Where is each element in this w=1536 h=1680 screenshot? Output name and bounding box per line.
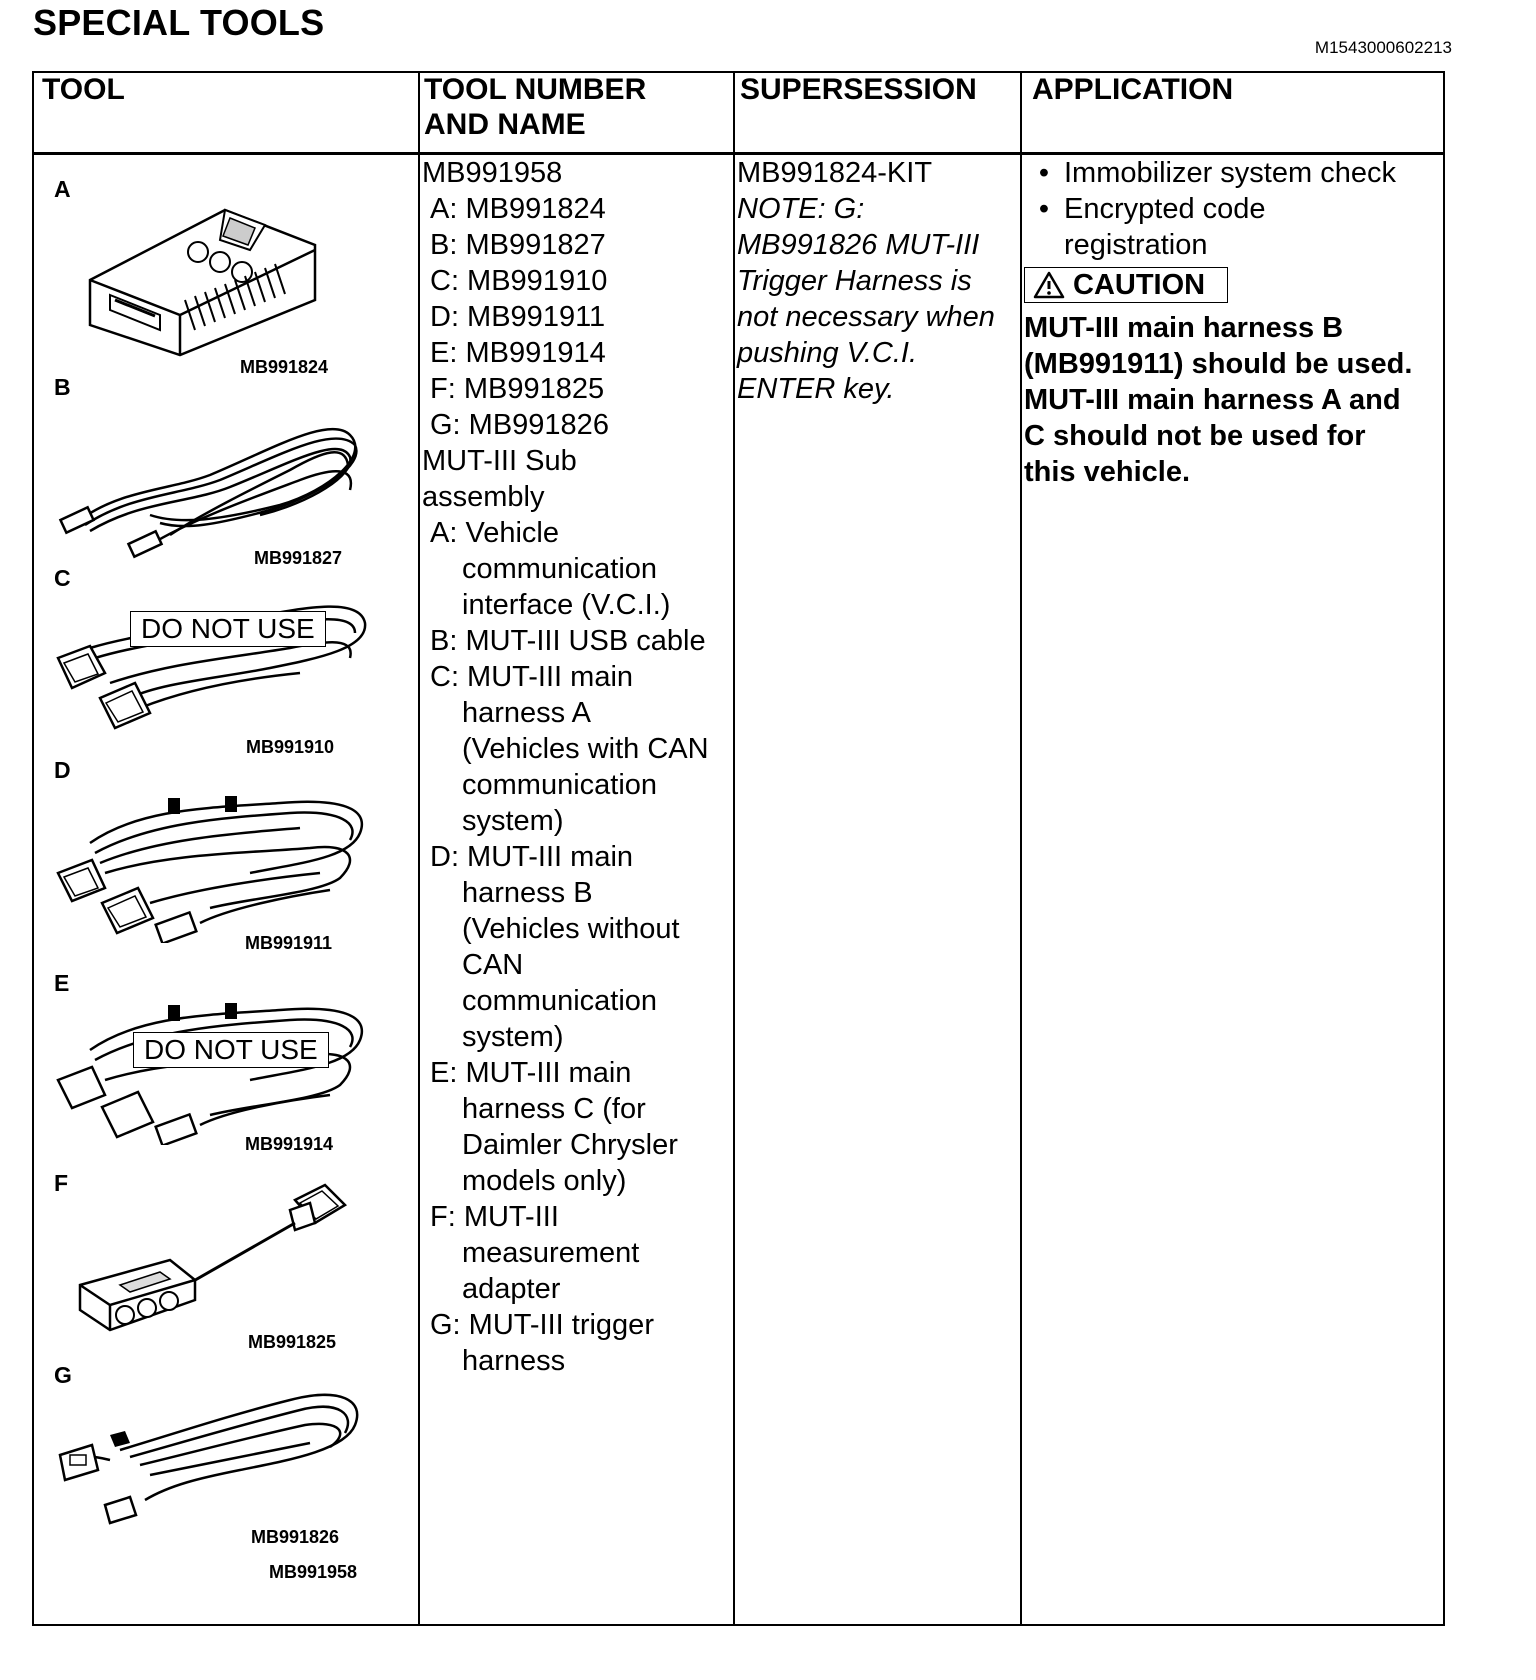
- header-tool: TOOL: [42, 73, 125, 106]
- component-name: A: Vehicle: [430, 517, 559, 549]
- trigger-harness-illustration: [50, 1375, 370, 1535]
- component-name: C: MUT-III main: [430, 661, 634, 693]
- component-name: Daimler Chrysler: [462, 1129, 678, 1161]
- do-not-use-stamp: DO NOT USE: [133, 1032, 329, 1068]
- tool-letter-g: G: [54, 1362, 72, 1388]
- usb-cable-illustration: [50, 395, 370, 560]
- caution-box: [1024, 267, 1228, 303]
- component-name: measurement: [462, 1237, 640, 1269]
- component-name: (Vehicles without: [462, 913, 680, 945]
- tool-code-f: MB991825: [248, 1332, 337, 1352]
- header-tool-number: [424, 72, 646, 142]
- tool-code-b: MB991827: [254, 548, 343, 568]
- component-name: B: MUT-III USB cable: [430, 625, 706, 657]
- component-name: system): [462, 805, 564, 837]
- component-number: B: MB991827: [430, 229, 606, 261]
- component-name: F: MUT-III: [430, 1201, 559, 1233]
- component-name: communication: [462, 769, 658, 801]
- component-name: communication: [462, 553, 658, 585]
- column-divider: [733, 71, 735, 1626]
- tool-code-a: MB991824: [240, 357, 329, 377]
- component-number: E: MB991914: [430, 337, 606, 369]
- tool-code-e: MB991914: [245, 1134, 334, 1154]
- supersession-note: MB991826 MUT-III: [737, 229, 980, 261]
- component-name: (Vehicles with CAN: [462, 733, 709, 765]
- caution-line: MUT-III main harness B: [1024, 312, 1344, 344]
- component-name: CAN: [462, 949, 524, 981]
- component-number: F: MB991825: [430, 373, 605, 405]
- sub-assembly-title: MUT-III Sub: [422, 445, 577, 477]
- caution-line: C should not be used for: [1024, 420, 1366, 452]
- supersession-note: ENTER key.: [737, 373, 895, 405]
- bullet-icon: •: [1038, 157, 1050, 189]
- supersession-note: Trigger Harness is: [737, 265, 972, 297]
- header-supersession: SUPERSESSION: [740, 73, 977, 106]
- document-id: M1543000602213: [1314, 38, 1452, 57]
- kit-code: MB991958: [269, 1562, 358, 1582]
- tool-letter-f: F: [54, 1170, 69, 1196]
- header-tool-number-line2: AND NAME: [424, 108, 586, 141]
- tool-letter-c: C: [54, 565, 71, 591]
- column-divider: [418, 71, 420, 1626]
- supersession-note: NOTE: G:: [737, 193, 865, 225]
- caution-line: MUT-III main harness A and: [1024, 384, 1401, 416]
- header-tool-number-line1: TOOL NUMBER: [424, 73, 647, 106]
- component-number: C: MB991910: [430, 265, 608, 297]
- column-divider: [1020, 71, 1022, 1626]
- measurement-adapter-illustration: [50, 1175, 350, 1335]
- component-name: system): [462, 1021, 564, 1053]
- component-name: communication: [462, 985, 658, 1017]
- application-item: [1024, 191, 1434, 227]
- supersession-code: MB991824-KIT: [737, 157, 933, 189]
- application-cell: [1024, 155, 1434, 490]
- component-name: harness C (for: [462, 1093, 646, 1125]
- tool-letter-b: B: [54, 374, 71, 400]
- component-name: harness: [462, 1345, 566, 1377]
- bullet-icon: •: [1038, 193, 1050, 225]
- component-name: models only): [462, 1165, 627, 1197]
- warning-triangle-icon: [1033, 271, 1065, 299]
- kit-number: MB991958: [422, 157, 563, 189]
- tool-code-c: MB991910: [246, 737, 335, 757]
- sub-assembly-title: assembly: [422, 481, 545, 513]
- component-name: harness B: [462, 877, 593, 909]
- component-name: adapter: [462, 1273, 561, 1305]
- component-name: D: MUT-III main: [430, 841, 634, 873]
- harness-b-illustration: [50, 778, 370, 943]
- tool-letter-d: D: [54, 757, 71, 783]
- application-text: Encrypted code: [1064, 193, 1266, 225]
- caution-message: [1024, 310, 1434, 490]
- do-not-use-stamp: DO NOT USE: [130, 611, 326, 647]
- tool-code-g: MB991826: [251, 1527, 340, 1547]
- vci-unit-illustration: [50, 200, 330, 360]
- header-application: APPLICATION: [1032, 73, 1234, 106]
- component-name: interface (V.C.I.): [462, 589, 671, 621]
- caution-line: (MB991911) should be used.: [1024, 348, 1413, 380]
- application-item: [1024, 155, 1434, 191]
- component-name: E: MUT-III main: [430, 1057, 632, 1089]
- caution-line: this vehicle.: [1024, 456, 1191, 488]
- page-title: SPECIAL TOOLS: [33, 2, 325, 43]
- component-name: G: MUT-III trigger: [430, 1309, 654, 1341]
- application-text: registration: [1064, 229, 1208, 261]
- component-number: D: MB991911: [430, 301, 606, 333]
- application-text: Immobilizer system check: [1064, 157, 1396, 189]
- tool-letter-a: A: [54, 176, 71, 202]
- supersession-note: pushing V.C.I.: [737, 337, 918, 369]
- tool-letter-e: E: [54, 970, 70, 996]
- tool-number-cell: [422, 155, 732, 1379]
- tool-code-d: MB991911: [245, 933, 333, 953]
- component-number: G: MB991826: [430, 409, 609, 441]
- component-number: A: MB991824: [430, 193, 606, 225]
- supersession-note: not necessary when: [737, 301, 995, 333]
- caution-label: CAUTION: [1073, 269, 1206, 301]
- component-name: harness A: [462, 697, 591, 729]
- supersession-cell: [737, 155, 1017, 407]
